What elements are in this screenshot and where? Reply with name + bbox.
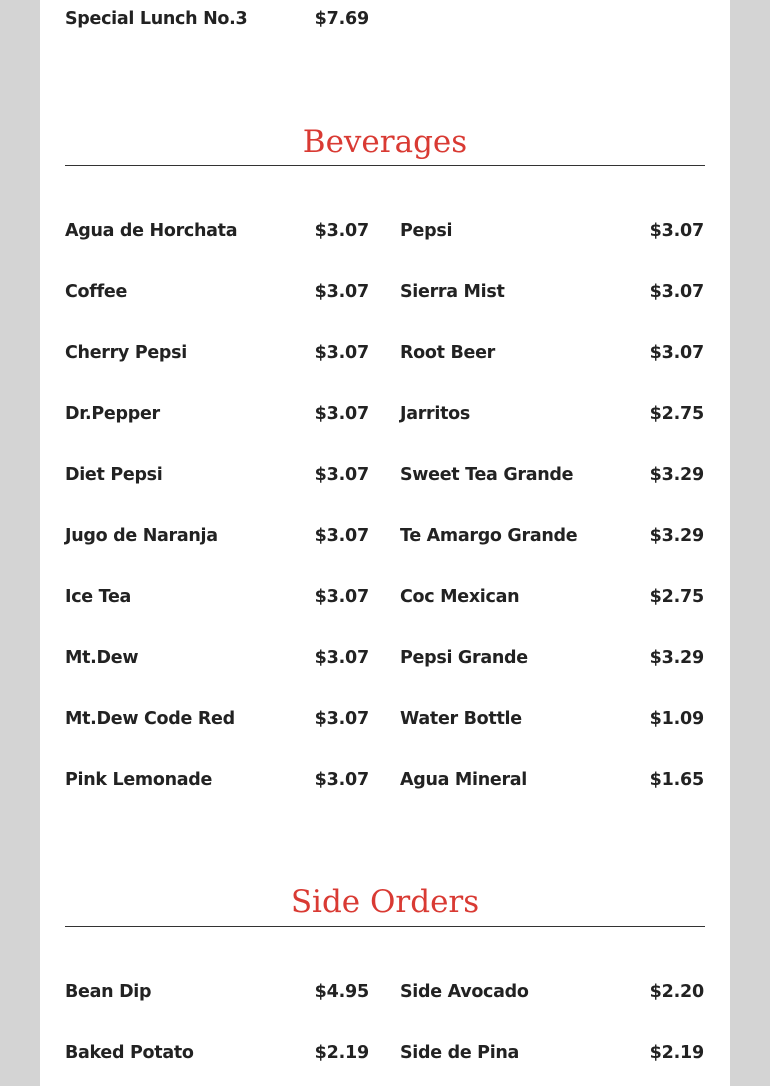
- menu-item: [65, 217, 369, 245]
- menu-item-price: $3.07: [314, 587, 369, 607]
- menu-item-price: $3.07: [314, 282, 369, 302]
- menu-item-name: Sweet Tea Grande: [400, 465, 574, 485]
- menu-item-name: Root Beer: [400, 343, 495, 363]
- menu-item: [400, 461, 704, 489]
- menu-item-price: $3.07: [314, 526, 369, 546]
- menu-item-name: Coc Mexican: [400, 587, 520, 607]
- menu-item-name: Dr.Pepper: [65, 404, 160, 424]
- menu-item: [400, 400, 704, 428]
- section-title-side-orders: Side Orders: [290, 884, 480, 920]
- menu-item: [65, 766, 369, 794]
- menu-item-price: $3.07: [314, 709, 369, 729]
- menu-item-price: $1.09: [649, 709, 704, 729]
- menu-item-price: $3.07: [314, 648, 369, 668]
- menu-item-price: $3.07: [314, 404, 369, 424]
- menu-item-price: $2.20: [649, 982, 704, 1002]
- menu-item-price: $2.19: [314, 1043, 369, 1063]
- menu-item: [400, 705, 704, 733]
- menu-item-price: $2.19: [649, 1043, 704, 1063]
- menu-item-price: $3.29: [649, 465, 704, 485]
- menu-item: [400, 583, 704, 611]
- menu-item-name: Jugo de Naranja: [65, 526, 218, 546]
- section-divider: [65, 165, 705, 166]
- menu-item: [65, 461, 369, 489]
- menu-item-name: Te Amargo Grande: [400, 526, 578, 546]
- menu-item-name: Sierra Mist: [400, 282, 505, 302]
- menu-item: [65, 583, 369, 611]
- menu-item-name: Agua Mineral: [400, 770, 528, 790]
- menu-item-name: Pepsi Grande: [400, 648, 528, 668]
- menu-item-name: Cherry Pepsi: [65, 343, 187, 363]
- menu-item-price: $3.29: [649, 648, 704, 668]
- menu-item-name: Coffee: [65, 282, 128, 302]
- menu-item-name: Mt.Dew: [65, 648, 139, 668]
- menu-item-price: $3.29: [649, 526, 704, 546]
- menu-item-price: $3.07: [649, 282, 704, 302]
- menu-item: [400, 339, 704, 367]
- menu-item-price: $7.69: [314, 9, 369, 29]
- menu-item-name: Mt.Dew Code Red: [65, 709, 235, 729]
- menu-item: [65, 644, 369, 672]
- menu-item: [400, 644, 704, 672]
- menu-item: [400, 1039, 704, 1067]
- menu-item-name: Side Avocado: [400, 982, 529, 1002]
- menu-item-price: $3.07: [314, 465, 369, 485]
- menu-item-price: $3.07: [649, 221, 704, 241]
- menu-item-name: Side de Pina: [400, 1043, 520, 1063]
- menu-item-name: Pepsi: [400, 221, 453, 241]
- menu-item: [400, 978, 704, 1006]
- menu-item-name: Diet Pepsi: [65, 465, 163, 485]
- menu-item-name: Baked Potato: [65, 1043, 194, 1063]
- menu-item: [65, 978, 369, 1006]
- menu-item: [400, 278, 704, 306]
- menu-item-price: $1.65: [649, 770, 704, 790]
- menu-item-price: $3.07: [314, 770, 369, 790]
- menu-item: [400, 766, 704, 794]
- menu-item-price: $4.95: [314, 982, 369, 1002]
- menu-item-price: $2.75: [649, 404, 704, 424]
- menu-item-name: Agua de Horchata: [65, 221, 238, 241]
- menu-item-name: Water Bottle: [400, 709, 522, 729]
- menu-item: [65, 705, 369, 733]
- menu-item-name: Jarritos: [400, 404, 470, 424]
- menu-item: [65, 400, 369, 428]
- menu-item: [65, 522, 369, 550]
- section-divider: [65, 926, 705, 927]
- menu-item-name: Special Lunch No.3: [65, 9, 248, 29]
- menu-item-price: $3.07: [649, 343, 704, 363]
- menu-item-price: $3.07: [314, 343, 369, 363]
- menu-item: [65, 1039, 369, 1067]
- section-title-beverages: Beverages: [302, 124, 468, 160]
- menu-item-name: Ice Tea: [65, 587, 132, 607]
- menu-item: [400, 217, 704, 245]
- menu-item: [65, 278, 369, 306]
- menu-item-name: Pink Lemonade: [65, 770, 213, 790]
- menu-item-special-lunch: [65, 5, 369, 33]
- menu-item-price: $3.07: [314, 221, 369, 241]
- menu-item: [400, 522, 704, 550]
- menu-page: [40, 0, 730, 1086]
- menu-item: [65, 339, 369, 367]
- menu-item-name: Bean Dip: [65, 982, 152, 1002]
- menu-item-price: $2.75: [649, 587, 704, 607]
